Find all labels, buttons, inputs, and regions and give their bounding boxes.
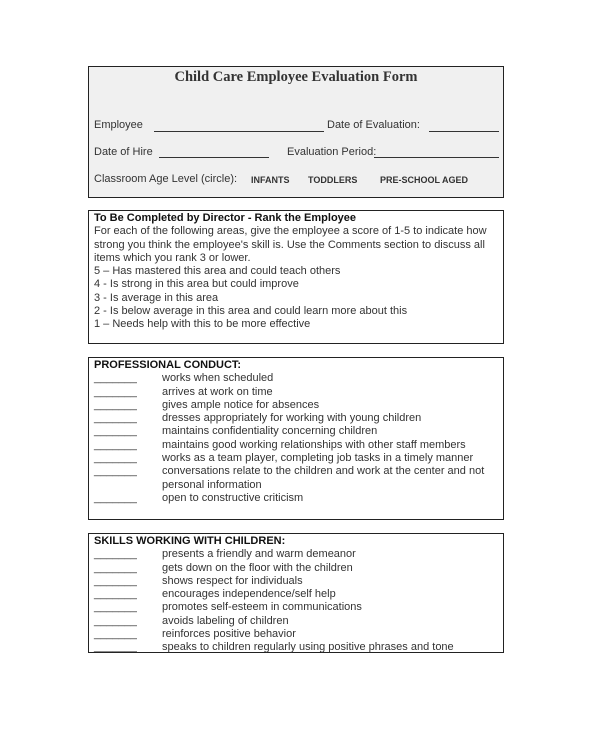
list-item: [94, 641, 499, 654]
score-blank[interactable]: _______: [94, 614, 137, 627]
header-box: [88, 66, 504, 198]
age-level-toddlers[interactable]: TODDLERS: [308, 175, 358, 185]
list-item: [94, 492, 499, 505]
date-of-evaluation-field[interactable]: [429, 131, 499, 132]
item-text: gives ample notice for absences: [162, 398, 320, 411]
director-instructions-box: [88, 210, 504, 344]
score-blank[interactable]: _______: [94, 372, 137, 385]
scale-line-2: 2 - Is below average in this area and could learn more about this: [94, 305, 408, 318]
item-text: encourages independence/self help: [162, 588, 336, 601]
score-blank[interactable]: _______: [94, 398, 137, 411]
director-instructions: For each of the following areas, give the employee a score of 1-5 to indicate how strong you think the employee's skill is. Use the Comments section to discuss all items which you rank 3 or lower.: [94, 225, 487, 264]
score-blank[interactable]: _______: [94, 412, 137, 425]
skills-heading: SKILLS WORKING WITH CHILDREN:: [94, 535, 286, 547]
item-text: open to constructive criticism: [162, 491, 304, 504]
date-of-hire-field[interactable]: [159, 157, 269, 158]
list-item: [94, 575, 499, 588]
list-item: [94, 452, 499, 465]
list-item: [94, 601, 499, 614]
list-item: [94, 399, 499, 412]
score-blank[interactable]: _______: [94, 438, 137, 451]
item-text: shows respect for individuals: [162, 574, 303, 587]
scale-line-5: 5 – Has mastered this area and could teach others: [94, 265, 341, 278]
employee-field[interactable]: [154, 131, 324, 132]
age-level-preschool[interactable]: PRE-SCHOOL AGED: [380, 175, 469, 185]
item-text: conversations relate to the children and work at the center and not personal information: [162, 465, 485, 491]
item-text: maintains good working relationships with other staff members: [162, 438, 466, 451]
list-item: [94, 439, 499, 452]
score-blank[interactable]: _______: [94, 641, 137, 654]
item-text: speaks to children regularly using positive phrases and tone: [162, 641, 454, 654]
item-text: maintains confidentiality concerning children: [162, 425, 378, 438]
date-of-evaluation-label: Date of Evaluation:: [327, 119, 420, 131]
list-item: [94, 372, 499, 385]
list-item: [94, 465, 499, 492]
list-item: [94, 588, 499, 601]
date-of-hire-label: Date of Hire: [94, 146, 153, 158]
item-text: gets down on the floor with the children: [162, 561, 353, 574]
scale-line-3: 3 - Is average in this area: [94, 291, 219, 304]
evaluation-period-label: Evaluation Period:: [287, 146, 377, 158]
item-text: reinforces positive behavior: [162, 628, 296, 641]
scale-line-4: 4 - Is strong in this area but could improve: [94, 278, 299, 291]
score-blank[interactable]: _______: [94, 628, 137, 641]
score-blank[interactable]: _______: [94, 561, 137, 574]
scale-line-1: 1 – Needs help with this to be more effective: [94, 318, 311, 331]
list-item: [94, 425, 499, 438]
score-blank[interactable]: _______: [94, 425, 137, 438]
list-item: [94, 412, 499, 425]
item-text: works when scheduled: [162, 372, 274, 385]
score-blank[interactable]: _______: [94, 548, 137, 561]
item-text: arrives at work on time: [162, 385, 273, 398]
item-text: dresses appropriately for working with young children: [162, 412, 422, 425]
list-item: [94, 548, 499, 561]
list-item: [94, 386, 499, 399]
evaluation-period-field[interactable]: [374, 157, 499, 158]
director-heading: To Be Completed by Director - Rank the Employee: [94, 212, 357, 224]
score-blank[interactable]: _______: [94, 491, 137, 504]
age-level-label: Classroom Age Level (circle):: [94, 173, 238, 185]
professional-conduct-box: [88, 357, 504, 520]
item-text: works as a team player, completing job tasks in a timely manner: [162, 452, 474, 465]
list-item: [94, 615, 499, 628]
professional-conduct-heading: PROFESSIONAL CONDUCT:: [94, 359, 242, 371]
form-title: Child Care Employee Evaluation Form: [174, 69, 418, 85]
employee-label: Employee: [94, 119, 143, 131]
score-blank[interactable]: _______: [94, 465, 137, 478]
item-text: presents a friendly and warm demeanor: [162, 548, 356, 561]
age-level-infants[interactable]: INFANTS: [251, 175, 290, 185]
score-blank[interactable]: _______: [94, 588, 137, 601]
score-blank[interactable]: _______: [94, 385, 137, 398]
skills-with-children-box: [88, 533, 504, 653]
list-item: [94, 562, 499, 575]
score-blank[interactable]: _______: [94, 601, 137, 614]
score-blank[interactable]: _______: [94, 574, 137, 587]
list-item: [94, 628, 499, 641]
item-text: promotes self-esteem in communications: [162, 601, 362, 614]
score-blank[interactable]: _______: [94, 452, 137, 465]
item-text: avoids labeling of children: [162, 614, 289, 627]
